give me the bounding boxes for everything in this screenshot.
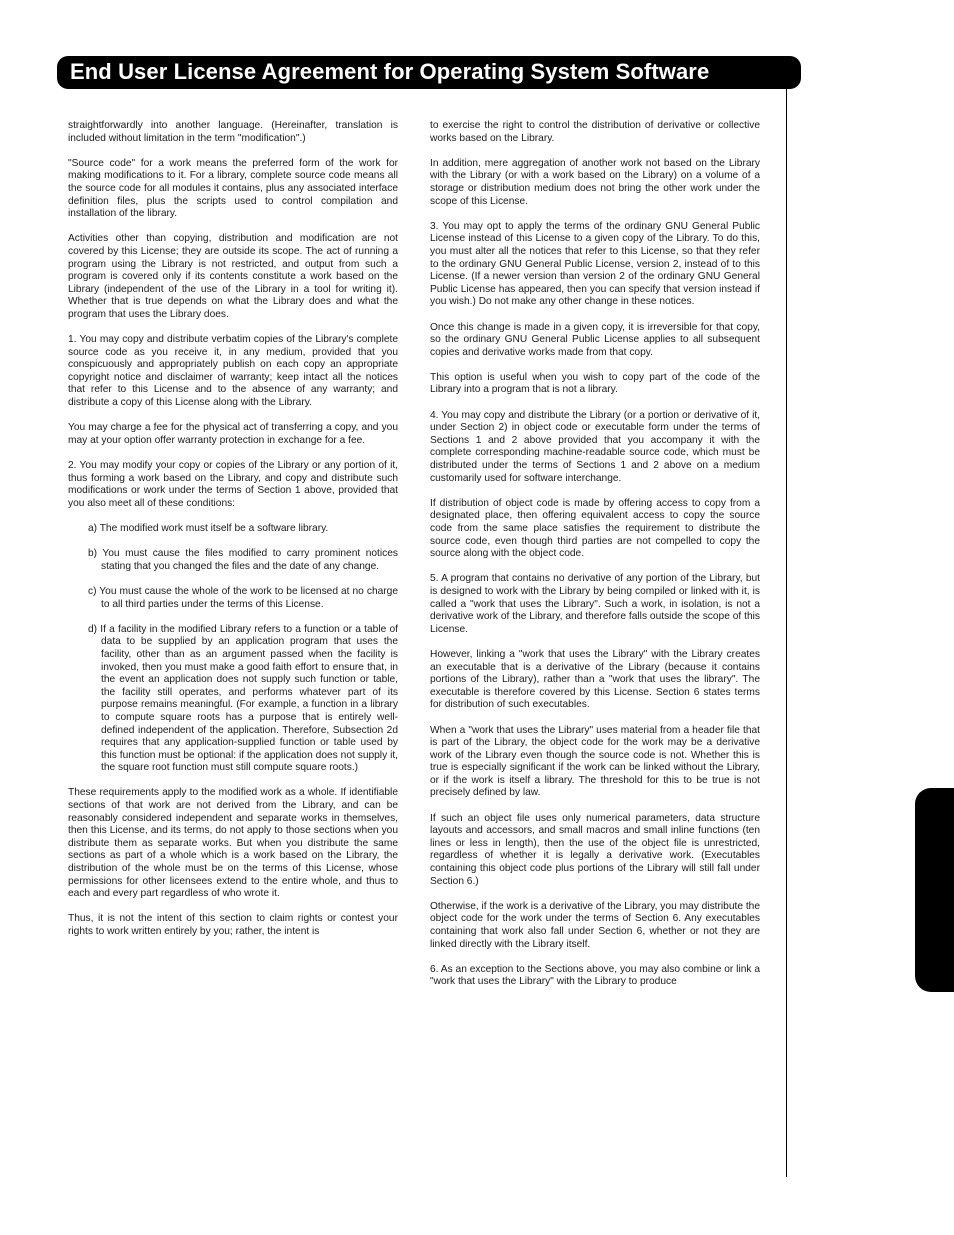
paragraph: Once this change is made in a given copy, it is irreversible for that copy, so the ordinary GNU General Public License applies to all subsequent copies and derivative works made from that copy. bbox=[430, 321, 760, 358]
right-text-column bbox=[430, 120, 760, 1002]
paragraph: If distribution of object code is made by offering access to copy from a designated place, then offering equivalent access to copy the source code from the same place satisfies the requirement to distribute the source code, even though third parties are not compelled to copy the source along with the object code. bbox=[430, 497, 760, 560]
paragraph: In addition, mere aggregation of another work not based on the Library with the Library (or with a work based on the Library) on a volume of a storage or distribution medium does not bring the other work under the scope of this License. bbox=[430, 157, 760, 207]
condition-item: d) If a facility in the modified Library refers to a function or a table of data to be supplied by an application program that uses the facility, other than as an argument passed when the facility is invoked, then you must make a good faith effort to ensure that, in the event an application does not supply such function or table, the facility still operates, and performs whatever part of its purpose remains meaningful. (For example, a function in a library to compute square roots has a purpose that is entirely well-defined independent of the application. Therefore, Subsection 2d requires that any application-supplied function or table used by this function must be optional: if the application does not supply it, the square root function must still compute square roots.) bbox=[88, 623, 398, 774]
left-text-column bbox=[68, 120, 398, 951]
paragraph: When a "work that uses the Library" uses material from a header file that is part of the Library, the object code for the work may be a derivative work of the Library even though the source code is not. Whether this is true is especially significant if the work can be linked without the Library, or if the work is itself a library. The threshold for this to be true is not precisely defined by law. bbox=[430, 724, 760, 799]
column-divider bbox=[786, 89, 787, 1177]
paragraph: You may charge a fee for the physical act of transferring a copy, and you may at your option offer warranty protection in exchange for a fee. bbox=[68, 422, 398, 446]
paragraph: "Source code" for a work means the preferred form of the work for making modifications to it. For a library, complete source code means all the source code for all modules it contains, plus any associated interface definition files, plus the scripts used to control compilation and installation of the library. bbox=[68, 157, 398, 220]
page-title: End User License Agreement for Operating System Software bbox=[70, 59, 710, 84]
paragraph: to exercise the right to control the distribution of derivative or collective works based on the Library. bbox=[430, 120, 760, 144]
paragraph: However, linking a "work that uses the Library" with the Library creates an executable that is a derivative of the Library (because it contains portions of the Library), rather than a "work that uses the library". The executable is therefore covered by this License. Section 6 states terms for distribution of such executables. bbox=[430, 648, 760, 711]
paragraph: If such an object file uses only numerical parameters, data structure layouts and accessors, and small macros and small inline functions (ten lines or less in length), then the use of the object file is unrestricted, regardless of whether it is legally a derivative work. (Executables containing this object code plus portions of the Library will still fall under Section 6.) bbox=[430, 812, 760, 887]
paragraph: These requirements apply to the modified work as a whole. If identifiable sections of that work are not derived from the Library, and can be reasonably considered independent and separate works in themselves, then this License, and its terms, do not apply to those sections when you distribute them as separate works. But when you distribute the same sections as part of a whole which is a work based on the Library, the distribution of the whole must be on the terms of this License, whose permissions for other licensees extend to the entire whole, and thus to each and every part regardless of who wrote it. bbox=[68, 787, 398, 900]
paragraph: Otherwise, if the work is a derivative of the Library, you may distribute the object code for the work under the terms of Section 6. Any executables containing that work also fall under Section 6, whether or not they are linked directly with the Library itself. bbox=[430, 900, 760, 950]
paragraph: 5. A program that contains no derivative of any portion of the Library, but is designed to work with the Library by being compiled or linked with it, is called a "work that uses the Library". Such a work, in isolation, is not a derivative work of the Library, and therefore falls outside the scope of this License. bbox=[430, 573, 760, 635]
condition-item: b) You must cause the files modified to carry prominent notices stating that you changed the files and the date of any change. bbox=[88, 548, 398, 572]
section-side-tab bbox=[915, 788, 954, 992]
paragraph: 3. You may opt to apply the terms of the ordinary GNU General Public License instead of this License to a given copy of the Library. To do this, you must alter all the notices that refer to this License, so that they refer to the ordinary GNU General Public License, version 2, instead of to this License. (If a newer version than version 2 of the ordinary GNU General Public License has appeared, then you can specify that version instead if you wish.) Do not make any other change in these notices. bbox=[430, 220, 760, 308]
paragraph: straightforwardly into another language. (Hereinafter, translation is included without limitation in the term "modification".) bbox=[68, 120, 398, 144]
paragraph: Activities other than copying, distribution and modification are not covered by this License; they are outside its scope. The act of running a program using the Library is not restricted, and output from such a program is covered only if its contents constitute a work based on the Library (independent of the use of the Library in a tool for writing it). Whether that is true depends on what the Library does and what the program that uses the Library does. bbox=[68, 233, 398, 320]
paragraph: 4. You may copy and distribute the Library (or a portion or derivative of it, under Section 2) in object code or executable form under the terms of Sections 1 and 2 above provided that you accompany it with the complete corresponding machine-readable source code, which must be distributed under the terms of Sections 1 and 2 above on a medium customarily used for software interchange. bbox=[430, 409, 760, 484]
paragraph: Thus, it is not the intent of this section to claim rights or contest your rights to work written entirely by you; rather, the intent is bbox=[68, 913, 398, 937]
paragraph: 1. You may copy and distribute verbatim copies of the Library's complete source code as you receive it, in any medium, provided that you conspicuously and appropriately publish on each copy an appropriate copyright notice and disclaimer of warranty; keep intact all the notices that refer to this License and to the absence of any warranty; and distribute a copy of this License along with the Library. bbox=[68, 334, 398, 409]
paragraph: 6. As an exception to the Sections above, you may also combine or link a "work that uses the Library" with the Library to produce bbox=[430, 963, 760, 988]
condition-item: c) You must cause the whole of the work to be licensed at no charge to all third parties under the terms of this License. bbox=[88, 585, 398, 610]
condition-item: a) The modified work must itself be a software library. bbox=[88, 523, 329, 534]
page-title-banner bbox=[57, 56, 801, 89]
paragraph: This option is useful when you wish to copy part of the code of the Library into a program that is not a library. bbox=[430, 371, 760, 396]
paragraph: 2. You may modify your copy or copies of the Library or any portion of it, thus forming a work based on the Library, and copy and distribute such modifications or work under the terms of Section 1 above, provided that you also meet all of these conditions: bbox=[68, 460, 398, 509]
